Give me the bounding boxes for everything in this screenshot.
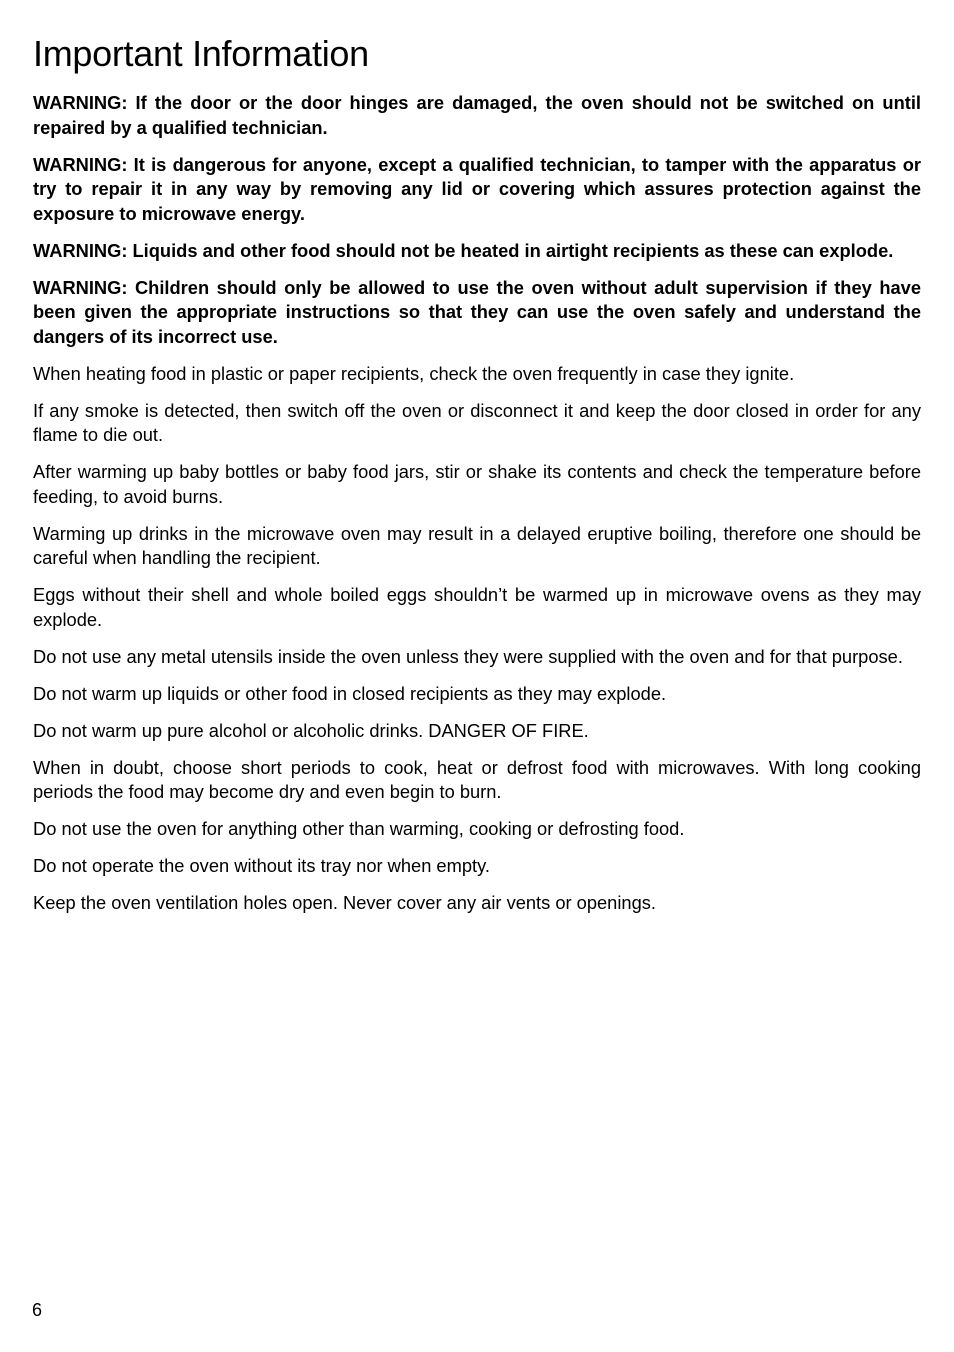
page-title: Important Information [33, 33, 369, 74]
instruction-paragraph: Warming up drinks in the microwave oven may result in a delayed eruptive boiling, therefore one should be careful when handling the recipient. [33, 522, 921, 568]
instruction-paragraph: After warming up baby bottles or baby food jars, stir or shake its contents and check the temperature before feeding, to avoid burns. [33, 461, 921, 507]
instruction-paragraph: Keep the oven ventilation holes open. Never cover any air vents or openings. [33, 892, 656, 913]
instruction-paragraph: Do not use the oven for anything other than warming, cooking or defrosting food. [33, 818, 685, 839]
instruction-paragraph: When in doubt, choose short periods to cook, heat or defrost food with microwaves. With long cooking periods the food may become dry and even begin to burn. [33, 756, 921, 802]
page-number: 6 [32, 1300, 43, 1320]
instruction-paragraph: Do not warm up pure alcohol or alcoholic drinks. DANGER OF FIRE. [33, 719, 589, 741]
warning-paragraph: WARNING: Children should only be allowed to use the oven without adult supervision if they have been given the appropriate instructions so that they can use the oven safely and understand the dangers of its incorrect use. [33, 276, 921, 347]
instruction-paragraph: Do not warm up liquids or other food in closed recipients as they may explode. [33, 682, 667, 704]
instruction-paragraph: Do not use any metal utensils inside the oven unless they were supplied with the oven and for that purpose. [33, 645, 903, 667]
warning-paragraph: WARNING: Liquids and other food should not be heated in airtight recipients as these can explode. [33, 239, 894, 261]
warning-paragraph: WARNING: It is dangerous for anyone, except a qualified technician, to tamper with the apparatus or try to repair it in any way by removing any lid or covering which assures protection against the exposure to microwave energy. [33, 153, 921, 224]
instruction-paragraph: When heating food in plastic or paper recipients, check the oven frequently in case they ignite. [33, 362, 795, 384]
document-page [33, 30, 921, 928]
instruction-paragraph: Eggs without their shell and whole boiled eggs shouldn’t be warmed up in microwave ovens as they may explode. [33, 584, 921, 630]
warning-paragraph: WARNING: If the door or the door hinges are damaged, the oven should not be switched on until repaired by a qualified technician. [33, 92, 921, 138]
instruction-paragraph: If any smoke is detected, then switch off the oven or disconnect it and keep the door closed in order for any flame to die out. [33, 399, 921, 445]
instruction-paragraph: Do not operate the oven without its tray nor when empty. [33, 855, 490, 876]
